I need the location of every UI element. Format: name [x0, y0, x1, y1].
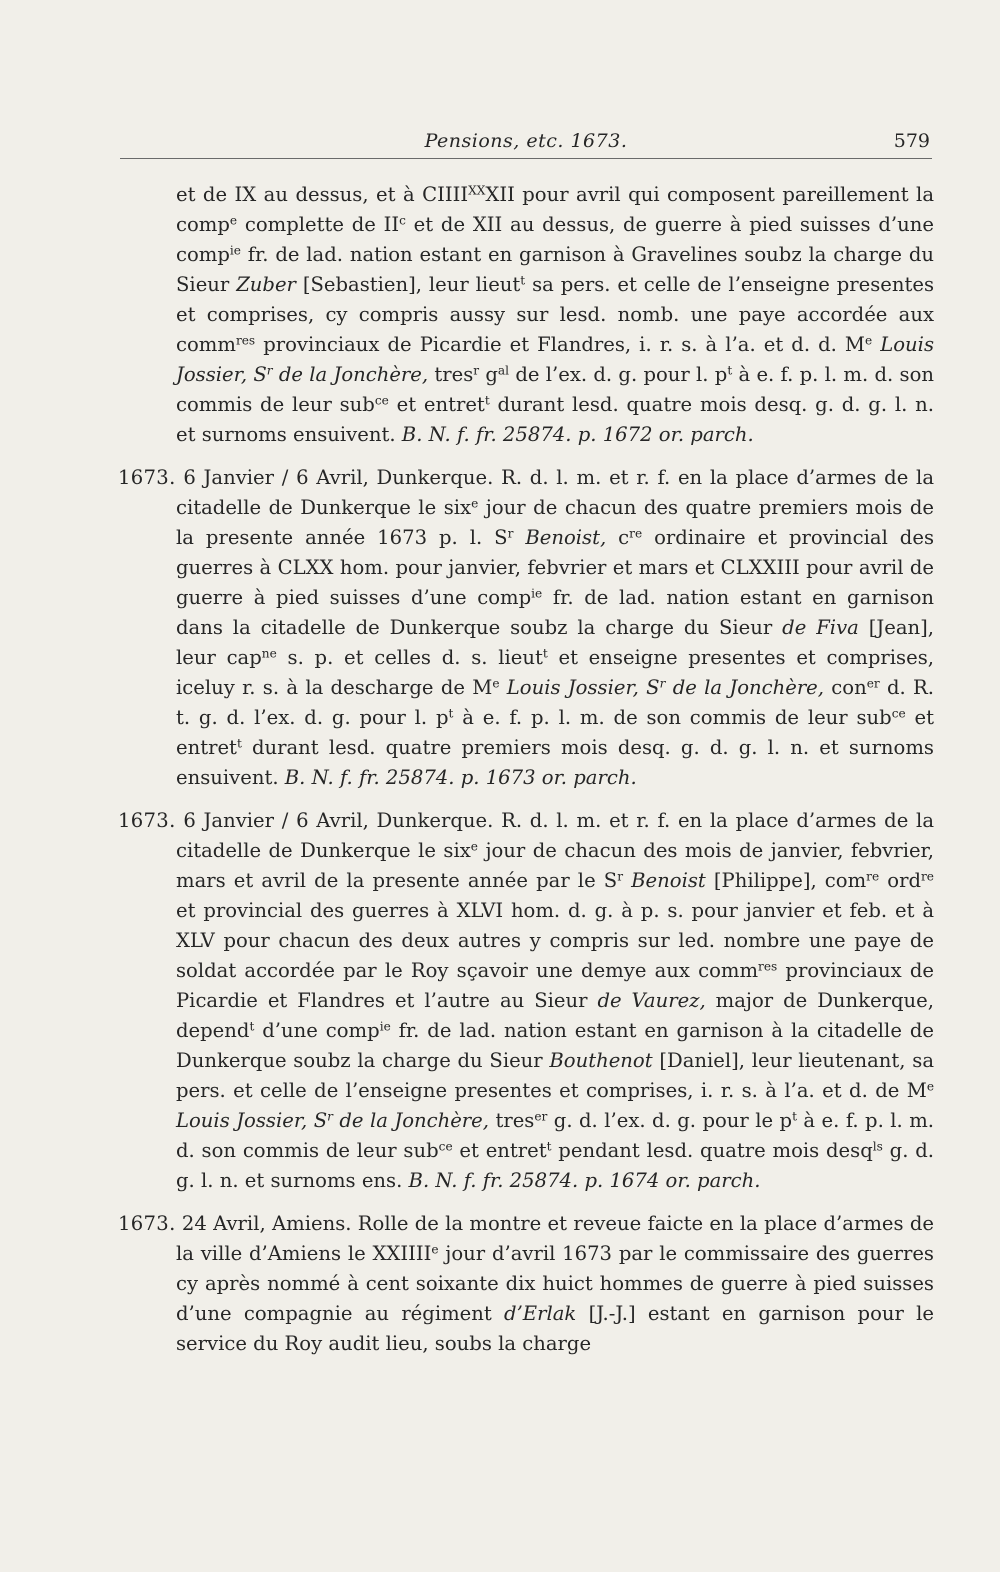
entry-1673-dunkerque-a — [118, 463, 934, 793]
entry-continuation — [118, 180, 934, 450]
entry-1673-amiens — [118, 1209, 934, 1359]
entry-year: 1673. — [118, 1212, 176, 1235]
page-body — [118, 180, 934, 1372]
entry-text: 6 Janvier / 6 Avril, Dunkerque. R. d. l. m. et r. f. en la place d’armes de la citadelle de Dunkerque le six$^e$ jour de chacun des mois de janvier, febvrier, mars et avril de la presente année par le $S^r$ Benoist [Philippe], com$^{re}$ ord$^{re}$ et provincial des guerres à XLVI hom. d. g. à p. s. pour janvier et feb. et à XLV pour chacun des deux autres y compris sur led. nombre une paye de soldat accordée par le Roy sçavoir une demye aux comm$^{res}$ provinciaux de Picardie et Flandres et l’autre au Sieur de Vaurez, major de Dunkerque, depend$^t$ d’une comp$^{ie}$ fr. de lad. nation estant en garnison à la citadelle de Dunkerque soubz la charge du Sieur Bouthenot [Daniel], leur lieutenant, sa pers. et celle de l’enseigne presentes et comprises, i. r. s. à l’a. et d. de Me Louis Jossier, $S^r$ de la Jonchère, tres$^{er}$ g. d. l’ex. d. g. pour le $p^t$ à e. f. p. l. m. d. son commis de leur sub$^{ce}$ et entret$^t$ pendant lesd. quatre mois desq$^{ls}$ g. d. g. l. n. et surnoms ens. B. N. f. fr. 25874. p. 1674 or. parch. — [176, 809, 935, 1192]
running-header — [120, 128, 932, 159]
entry-1673-dunkerque-b — [118, 806, 934, 1196]
entry-year: 1673. — [118, 466, 176, 489]
entry-text: et de IX au dessus, et à $CIIII^{XX}XII$ pour avril qui composent pareillement la comp$^e$ complette de $II^c$ et de XII au dessus, de guerre à pied suisses d’une comp$^{ie}$ fr. de lad. nation estant en garnison à Gravelines soubz la charge du Sieur Zuber [Sebastien], leur lieut$^t$ sa pers. et celle de l’enseigne presentes et comprises, cy compris aussy sur lesd. nomb. une paye accordée aux comm$^{res}$ provinciaux de Picardie et Flandres, i. r. s. à l’a. et d. d. Me Louis Jossier, $S^r$ de la Jonchère, tres$^r$ $g^{al}$ de l’ex. d. g. pour l. $p^t$ à e. f. p. l. m. d. son commis de leur sub$^{ce}$ et entret$^t$ durant lesd. quatre mois desq. g. d. g. l. n. et surnoms ensuivent. B. N. f. fr. 25874. p. 1672 or. parch. — [176, 183, 935, 446]
entry-text: 6 Janvier / 6 Avril, Dunkerque. R. d. l. m. et r. f. en la place d’armes de la citadelle de Dunkerque le six$^e$ jour de chacun des quatre premiers mois de la presente année 1673 p. l. $S^r$ Benoist, $c^{re}$ ordinaire et provincial des guerres à CLXX hom. pour janvier, febvrier et mars et CLXXIII pour avril de guerre à pied suisses d’une comp$^{ie}$ fr. de lad. nation estant en garnison dans la citadelle de Dunkerque soubz la charge du Sieur de Fiva [Jean], leur cap$^{ne}$ s. p. et celles d. s. lieut$^t$ et enseigne presentes et comprises, iceluy r. s. à la descharge de Me Louis Jossier, $S^r$ de la Jonchère, con$^{er}$ d. R. t. g. d. l’ex. d. g. pour l. $p^t$ à e. f. p. l. m. de son commis de leur sub$^{ce}$ et entret$^t$ durant lesd. quatre premiers mois desq. g. d. g. l. n. et surnoms ensuivent. B. N. f. fr. 25874. p. 1673 or. parch. — [176, 466, 935, 789]
entry-year: 1673. — [118, 809, 176, 832]
page-number: 579 — [893, 130, 930, 152]
entry-text: 24 Avril, Amiens. Rolle de la montre et reveue faicte en la place d’armes de la ville d’Amiens le XXIIIIe jour d’avril 1673 par le commissaire des guerres cy après nommé à cent soixante dix huict hommes de guerre à pied suisses d’une compagnie au régiment d’Erlak [J.-J.] estant en garnison pour le service du Roy audit lieu, soubs la charge — [176, 1212, 935, 1355]
running-title: Pensions, etc. 1673. — [424, 130, 628, 152]
